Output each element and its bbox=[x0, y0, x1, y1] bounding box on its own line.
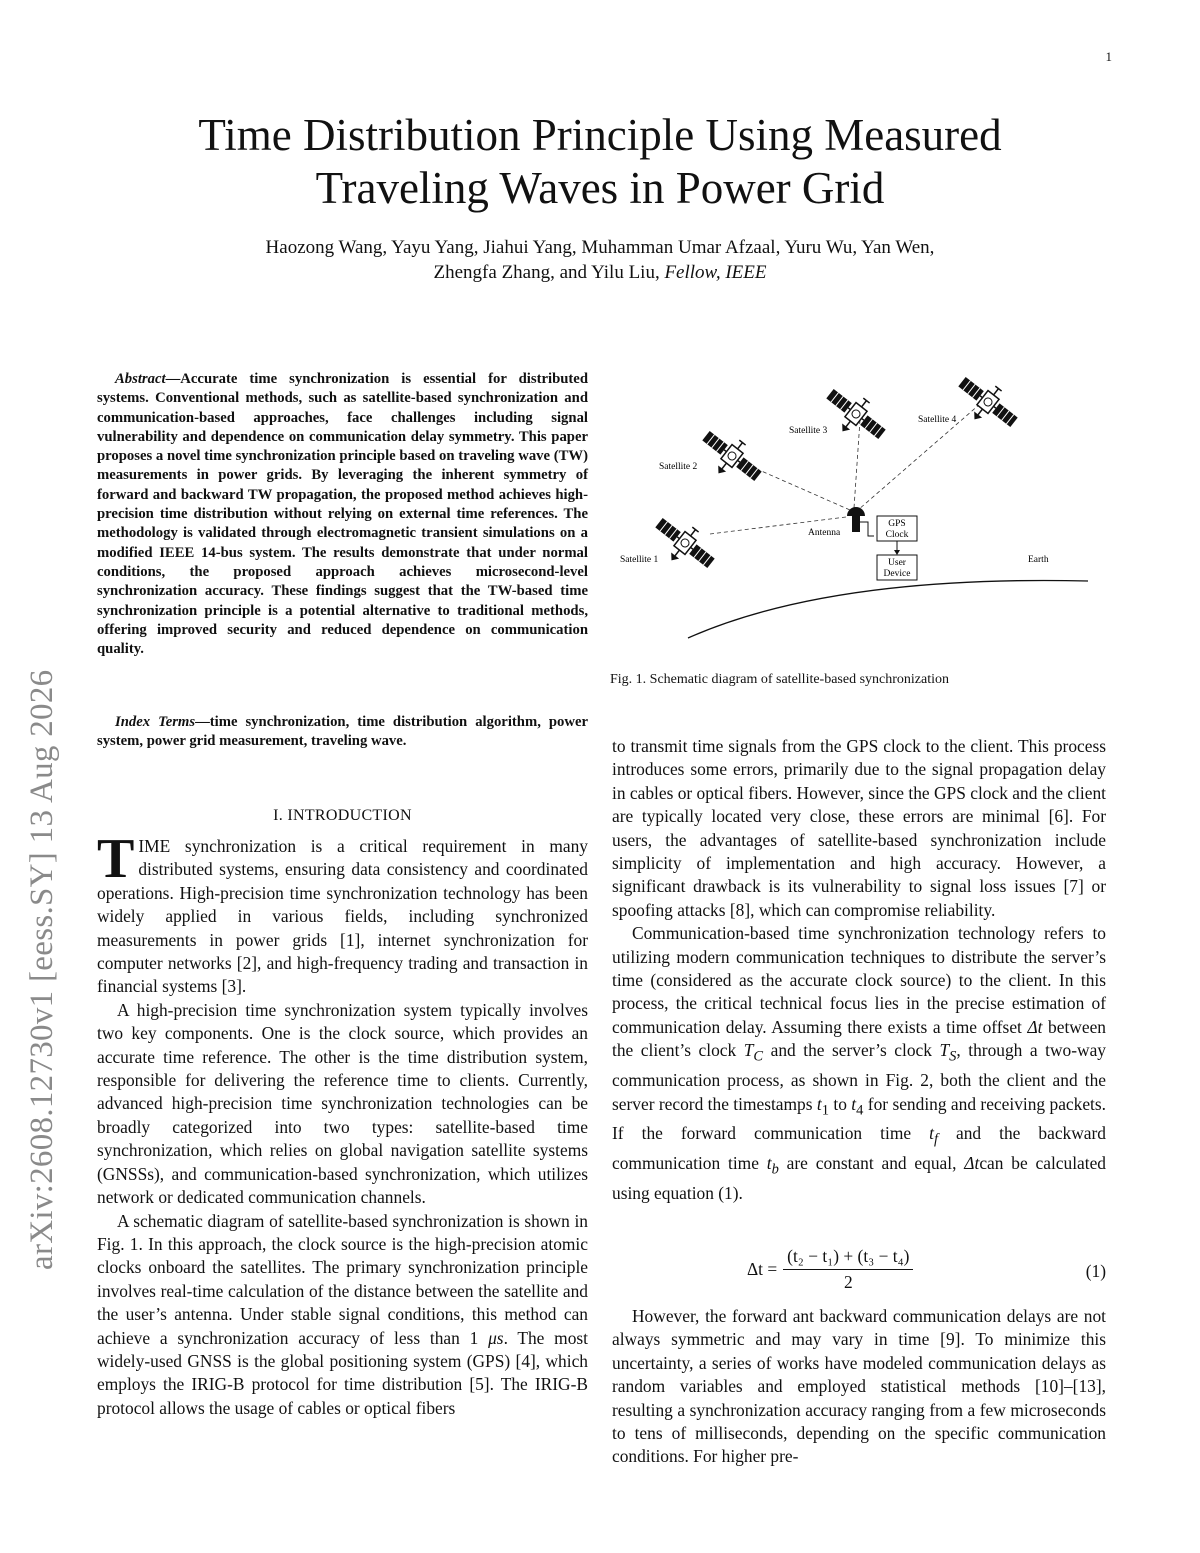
equation-lhs: Δt = bbox=[747, 1259, 778, 1279]
satellite-2-label: Satellite 2 bbox=[659, 462, 698, 472]
antenna-icon bbox=[847, 507, 874, 536]
abstract-label: Abstract bbox=[115, 371, 166, 387]
abstract-text: —Accurate time synchronization is essential for distributed systems. Conventional methods, such as satellite-based synchronization and communication-based approaches, face challenges including signal vulnerability and dependence on communication delay symmetry. This paper proposes a novel time synchronization principle based on traveling wave (TW) measurements in power grids. By leveraging the inherent symmetry of forward and backward TW propagation, the proposed method achieves high-precision time distribution without relying on external time references. The methodology is validated through electromagnetic transient simulations on a modified IEEE 14-bus system. The results demonstrate that under normal conditions, the proposed approach achieves microsecond-level synchronization accuracy. These findings suggest that the TW-based time synchronization principle is a potential alternative to traditional methods, offering improved security and reduced dependence on communication quality. bbox=[97, 371, 588, 658]
index-terms-text: —time synchronization, time distribution algorithm, power system, power grid measurement, traveling wave. bbox=[97, 714, 589, 750]
gps-clock-label-1: GPS bbox=[888, 519, 906, 529]
figure-caption: Fig. 1. Schematic diagram of satellite-based synchronization bbox=[610, 672, 950, 687]
antenna-label: Antenna bbox=[808, 528, 841, 538]
right-paragraph-2: Communication-based time synchronization technology refers to utilizing modern communication techniques to distribute the server’s time (considered as the accurate clock source) to the client. In this process, the critical technical focus lies in the precise estimation of communication delay. Assuming there exists a time offset Δt between the client’s clock $T_C$ and the server’s clock $T_S$, through a two-way communication process, as shown in Fig. 2, both the client and the server record the timestamps $t_1$ to $t_4$ for sending and receiving packets. If the forward communication time $t_f$ and the backward communication time $t_b$ are constant and equal, Δtcan be calculated using equation (1). bbox=[612, 923, 1106, 1204]
index-terms-label: Index Terms bbox=[115, 714, 196, 730]
arxiv-stamp: arXiv:2608.12730v1 [eess.SY] 13 Aug 2026 bbox=[24, 669, 60, 1270]
earth-arc bbox=[688, 580, 1088, 638]
unit-microsecond: μs bbox=[488, 1327, 504, 1348]
paper-title bbox=[100, 109, 1100, 215]
page-number: 1 bbox=[1105, 49, 1112, 64]
authors-fellow: Fellow, IEEE bbox=[664, 262, 767, 283]
equation-number: (1) bbox=[1085, 1261, 1106, 1281]
authors-line-2-text: Zhengfa Zhang, and Yilu Liu, bbox=[433, 262, 660, 283]
satellite-2-icon bbox=[692, 422, 768, 493]
title-line-1: Time Distribution Principle Using Measured bbox=[198, 110, 1002, 160]
title-line-2: Traveling Waves in Power Grid bbox=[315, 163, 885, 213]
satellite-diagram bbox=[610, 370, 1110, 660]
right-column-body-bottom bbox=[612, 1305, 1106, 1469]
satellite-4-label: Satellite 4 bbox=[918, 415, 957, 425]
drop-cap: T bbox=[97, 828, 135, 890]
right-paragraph-3: However, the forward ant backward communication delays are not always symmetric and may vary in time [9]. To minimize this uncertainty, a series of works have modeled communication delays as random variables and employed statistical methods [10]–[13], resulting a synchronization accuracy ranging from a few microseconds to tens of milliseconds, depending on the specific communication conditions. For higher pre- bbox=[612, 1306, 1106, 1467]
satellite-3-icon bbox=[816, 380, 892, 451]
intro-paragraph-2: A high-precision time synchronization system typically involves two key components. One is the clock source, which provides an accurate time reference. The other is the time distribution system, responsible for delivering the reference time to clients. Currently, advanced high-precision time synchronization technologies can be broadly categorized into two types: satellite-based time synchronization, which relies on global navigation satellite systems (GNSSs), and communication-based synchronization, which utilizes network or dedicated communication channels. bbox=[97, 999, 588, 1208]
abstract bbox=[97, 370, 588, 659]
right-paragraph-1: to transmit time signals from the GPS clock to the client. This process introduces some errors, primarily due to the signal propagation delay in cables or optical fibers. However, since the GPS clock and the client are typically located very close, these errors are minimal [6]. For users, the advantages of satellite-based synchronization include simplicity of implementation and high accuracy. However, a significant drawback is its vulnerability to signal loss issues [7] or spoofing attacks [8], which can compromise reliability. bbox=[612, 736, 1106, 920]
right-column-body-top bbox=[612, 735, 1106, 1206]
satellite-1-label: Satellite 1 bbox=[620, 555, 659, 565]
gps-clock-label-2: Clock bbox=[885, 530, 909, 540]
equation-numerator: (t₂ − t₁) + (t₃ − t₄) bbox=[783, 1246, 913, 1270]
user-device-label-1: User bbox=[888, 558, 906, 568]
left-column-body bbox=[97, 828, 588, 1420]
satellite-3-label: Satellite 3 bbox=[789, 426, 828, 436]
user-device-label-2: Device bbox=[883, 569, 911, 579]
index-terms bbox=[97, 713, 588, 752]
equation-denominator: 2 bbox=[843, 1272, 853, 1292]
satellite-1-icon bbox=[645, 509, 721, 580]
authors-line-2 bbox=[150, 260, 1050, 285]
intro-paragraph-3: A schematic diagram of satellite-based synchronization is shown in Fig. 1. In this approach, the clock source is the high-precision atomic clocks onboard the satellites. The primary synchronization principle involves real-time calculation of the distance between the satellite and the user’s antenna. Under stable signal conditions, this method can achieve a synchronization accuracy of less than 1 μs. The most widely-used GNSS is the global positioning system (GPS) [4], which employs the IRIG-B protocol for time distribution [5]. The IRIG-B protocol allows the usage of cables or optical fibers bbox=[97, 1210, 588, 1418]
intro-paragraph-1 bbox=[97, 828, 588, 999]
equation-1 bbox=[612, 1246, 1106, 1296]
section-heading: I. INTRODUCTION bbox=[273, 807, 412, 824]
satellite-4-icon bbox=[948, 370, 1024, 440]
authors-line-1: Haozong Wang, Yayu Yang, Jiahui Yang, Muhamman Umar Afzaal, Yuru Wu, Yan Wen, bbox=[265, 237, 935, 258]
author-list bbox=[150, 235, 1050, 285]
intro-paragraph-1-text: IME synchronization is a critical requirement in many distributed systems, ensuring data consistency and coordinated operations. High-precision time synchronization technology has been widely applied in various fields, including synchronized measurements in power grids [1], internet synchronization for computer networks [2], and high-frequency trading and transaction in financial systems [3]. bbox=[97, 836, 588, 997]
equation-fraction bbox=[783, 1246, 913, 1293]
earth-label: Earth bbox=[1028, 555, 1049, 565]
